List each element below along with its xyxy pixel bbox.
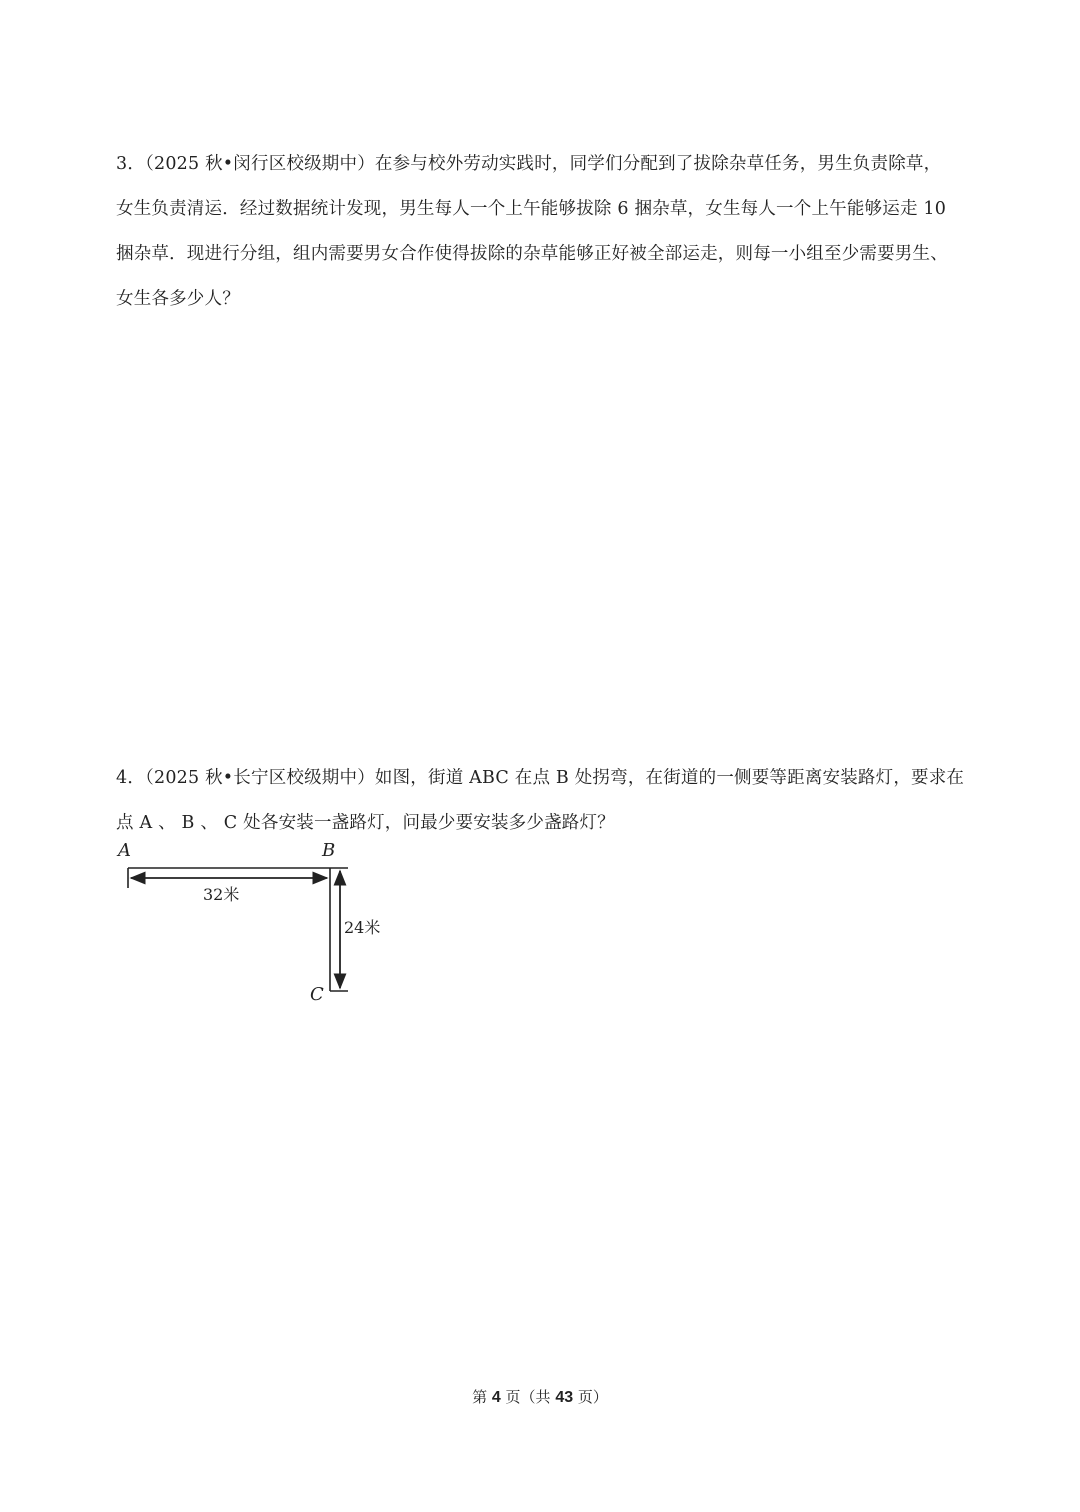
footer-total-pages: 43 <box>555 1389 574 1406</box>
footer-prefix: 第 <box>472 1388 488 1406</box>
footer-suffix: 页） <box>577 1388 608 1406</box>
problem-3-line-4: 女生各多少人？ <box>116 289 240 309</box>
problem-4 <box>116 756 972 846</box>
street-diagram <box>110 838 390 1018</box>
point-c-label: C <box>310 984 324 1005</box>
page-footer <box>0 1386 1080 1407</box>
problem-3-line-2: 女生负责清运．经过数据统计发现，男生每人一个上午能够拔除 6 捆杂草，女生每人一个上午能够运走 10 <box>116 199 947 219</box>
problem-4-line-1: 4．（2025 秋•长宁区校级期中）如图，街道 ABC 在点 B 处拐弯，在街道的一侧要等距离安装路灯，要求在 <box>116 768 965 788</box>
point-b-label: B <box>322 840 336 861</box>
footer-middle: 页（共 <box>505 1388 551 1406</box>
problem-4-line-2: 点 A 、 B 、 C 处各安装一盏路灯，问最少要安装多少盏路灯？ <box>116 813 615 833</box>
problem-3-line-3: 捆杂草．现进行分组，组内需要男女合作使得拔除的杂草能够正好被全部运走，则每一小组至少需要男生、 <box>116 244 948 264</box>
point-a-label: A <box>118 840 131 861</box>
problem-3 <box>116 142 972 322</box>
footer-page-number: 4 <box>491 1389 501 1406</box>
bc-length-label: 24米 <box>344 918 381 937</box>
street-diagram-svg <box>110 838 390 1018</box>
problem-3-line-1: 3．（2025 秋•闵行区校级期中）在参与校外劳动实践时，同学们分配到了拔除杂草任务，男生负责除草， <box>116 154 942 174</box>
ab-length-label: 32米 <box>203 885 240 904</box>
